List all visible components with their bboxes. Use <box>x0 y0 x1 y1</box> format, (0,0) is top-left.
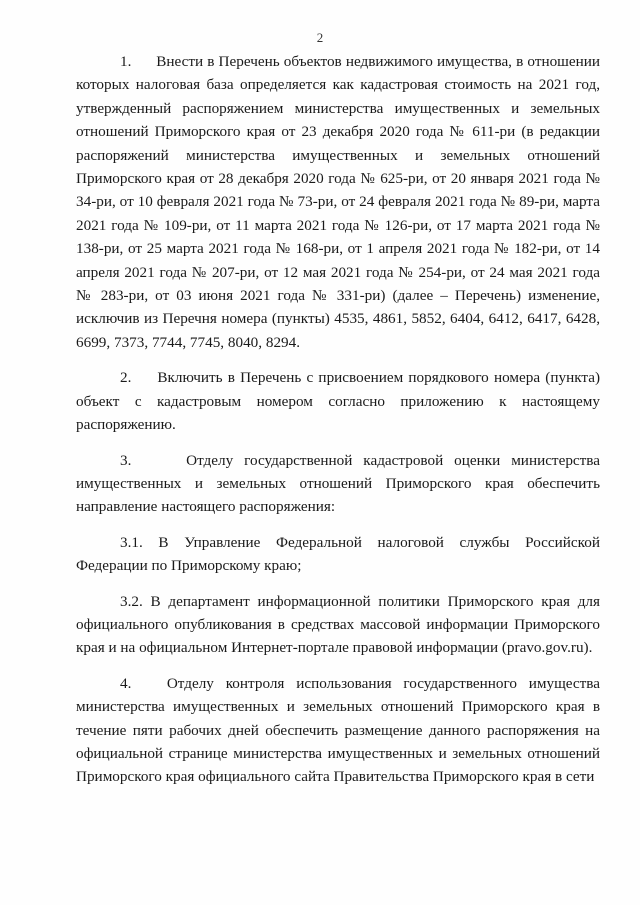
paragraph-4: 4. Отделу контроля использования государственного имущества министерства имущественных и земельных отношений Приморского края в течение пяти рабочих дней обеспечить размещение данного распоряжения на официальной странице министерства имущественных и земельных отношений Приморского края официального сайта Правительства Приморского края в сети <box>76 674 600 786</box>
paragraph-3-1: 3.1. В Управление Федеральной налоговой службы Российской Федерации по Приморскому краю; <box>76 533 600 575</box>
paragraph-3: 3. Отделу государственной кадастровой оценки министерства имущественных и земельных отношений Приморского края обеспечить направление настоящего распоряжения: <box>76 451 600 516</box>
paragraph-3-2: 3.2. В департамент информационной политики Приморского края для официального опубликования в средствах массовой информации Приморского края и на официальном Интернет-портале правовой информации (pravo.gov.ru). <box>76 592 600 657</box>
page-number: 2 <box>316 30 324 45</box>
paragraph-1: 1. Внести в Перечень объектов недвижимого имущества, в отношении которых налоговая база определяется как кадастровая стоимость на 2021 год, утвержденный распоряжением министерства имущественных и земельных отношений Приморского края от 23 декабря 2020 года № 611-ри (в редакции распоряжений министерства имущественных и земельных отношений Приморского края от 28 декабря 2020 года № 625-ри, от 20 января 2021 года № 34-ри, от 10 февраля 2021 года № 73-ри, от 24 февраля 2021 года № 89-ри, марта 2021 года № 109-ри, от 11 марта 2021 года № 126-ри, от 17 марта 2021 года № 138-ри, от 25 марта 2021 года № 168-ри, от 1 апреля 2021 года № 182-ри, от 14 апреля 2021 года № 207-ри, от 12 мая 2021 года № 254-ри, от 24 мая 2021 года № 283-ри, от 03 июня 2021 года № 331-ри) (далее – Перечень) изменение, исключив из Перечня номера (пункты) 4535, 4861, 5852, 6404, 6412, 6417, 6428, 6699, 7373, 7744, 7745, 8040, 8294. <box>76 53 600 351</box>
paragraph-2: 2. Включить в Перечень с присвоением порядкового номера (пункта) объект с кадастровым номером согласно приложению к настоящему распоряжению. <box>76 369 600 434</box>
document-body <box>76 50 600 789</box>
